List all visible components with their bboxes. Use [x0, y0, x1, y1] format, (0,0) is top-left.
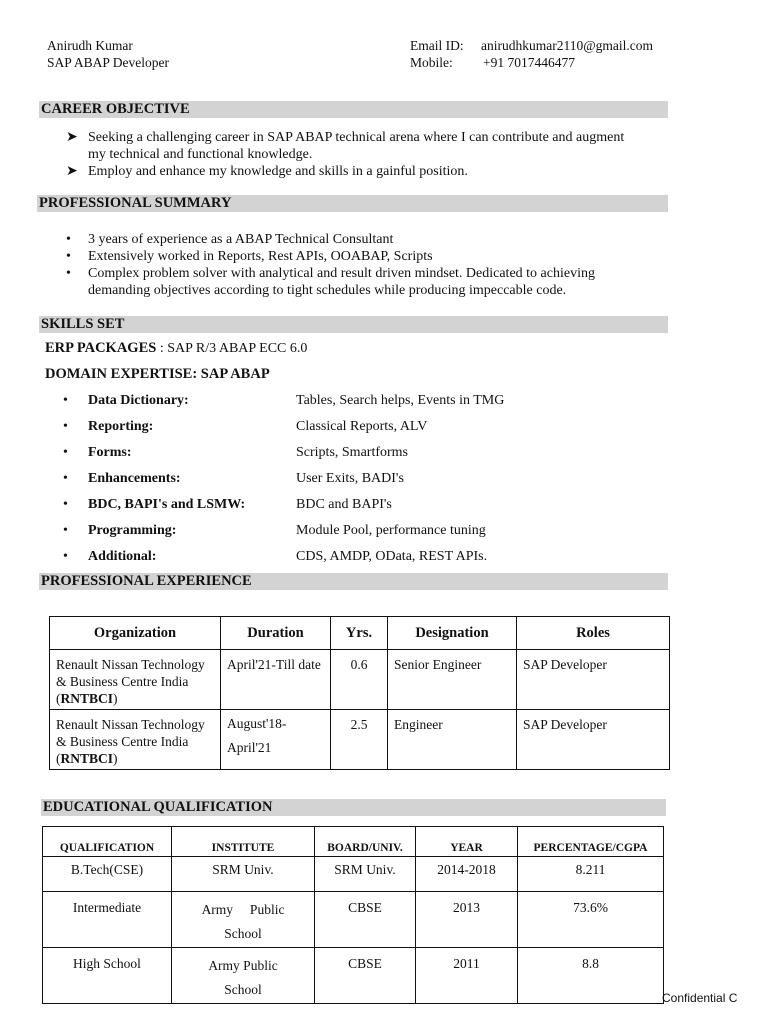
table-row	[50, 650, 670, 710]
col-institute: INSTITUTE	[172, 827, 315, 857]
skill-row: • Additional: CDS, AMDP, OData, REST APIs.	[63, 549, 488, 564]
list-item: • Extensively worked in Reports, Rest APIs, OOABAP, Scripts	[66, 249, 433, 264]
section-educational-qualification: EDUCATIONAL QUALIFICATION	[41, 799, 666, 816]
bullet-icon: •	[63, 549, 68, 564]
education-table	[42, 826, 664, 1004]
cell-qualification: Intermediate	[43, 892, 172, 948]
skill-row: • Reporting: Classical Reports, ALV	[63, 419, 428, 434]
bullet-icon: •	[63, 445, 68, 460]
arrow-bullet-icon: ➤	[66, 164, 78, 179]
table-row	[50, 710, 670, 770]
table-header-row	[43, 827, 664, 857]
bullet-icon: •	[66, 249, 71, 264]
erp-packages: ERP PACKAGES : SAP R/3 ABAP ECC 6.0	[45, 340, 308, 356]
list-item: ➤ Employ and enhance my knowledge and skills in a gainful position.	[66, 164, 468, 179]
cell-year: 2013	[416, 892, 518, 948]
bullet-icon: •	[66, 266, 71, 281]
skill-row: • BDC, BAPI's and LSMW: BDC and BAPI's	[63, 497, 392, 512]
email-value[interactable]: anirudhkumar2110@gmail.com	[481, 38, 654, 53]
cell-board: CBSE	[315, 948, 416, 1004]
bullet-icon: •	[63, 497, 68, 512]
confidential-label: Confidential C	[662, 991, 738, 1005]
cell-institute: Army Public School	[172, 892, 315, 948]
table-row	[43, 857, 664, 892]
list-item: • 3 years of experience as a ABAP Technical Consultant	[66, 232, 394, 247]
cell-qualification: B.Tech(CSE)	[43, 857, 172, 892]
cell-score: 8.8	[518, 948, 664, 1004]
cell-qualification: High School	[43, 948, 172, 1004]
list-item: my technical and functional knowledge.	[88, 147, 313, 162]
bullet-icon: •	[63, 419, 68, 434]
skill-row: • Programming: Module Pool, performance tuning	[63, 523, 486, 538]
cell-duration: August'18- April'21	[221, 710, 331, 770]
cell-score: 73.6%	[518, 892, 664, 948]
domain-expertise: DOMAIN EXPERTISE: SAP ABAP	[45, 366, 270, 382]
col-year: YEAR	[416, 827, 518, 857]
career-objective-list	[66, 129, 706, 180]
cell-yrs: 2.5	[331, 710, 388, 770]
summary-list	[66, 231, 706, 299]
col-yrs: Yrs.	[331, 617, 388, 650]
email-label: Email ID:	[410, 38, 464, 53]
mobile-value: +91 7017446477	[483, 55, 575, 70]
skill-row: • Forms: Scripts, Smartforms	[63, 445, 408, 460]
cell-designation: Senior Engineer	[388, 650, 517, 710]
list-item: • Complex problem solver with analytical and result driven mindset. Dedicated to achieving	[66, 266, 595, 281]
section-professional-experience: PROFESSIONAL EXPERIENCE	[39, 573, 668, 590]
section-professional-summary: PROFESSIONAL SUMMARY	[37, 195, 668, 212]
cell-organization: Renault Nissan Technology & Business Centre India (RNTBCI)	[50, 710, 221, 770]
col-organization: Organization	[50, 617, 221, 650]
mobile-label: Mobile:	[410, 55, 453, 70]
table-row	[43, 948, 664, 1004]
bullet-icon: •	[66, 232, 71, 247]
experience-table	[49, 616, 670, 770]
cell-yrs: 0.6	[331, 650, 388, 710]
arrow-bullet-icon: ➤	[66, 130, 78, 145]
table-row	[43, 892, 664, 948]
col-designation: Designation	[388, 617, 517, 650]
cell-year: 2014-2018	[416, 857, 518, 892]
cell-year: 2011	[416, 948, 518, 1004]
cell-designation: Engineer	[388, 710, 517, 770]
bullet-icon: •	[63, 393, 68, 408]
col-qualification: QUALIFICATION	[43, 827, 172, 857]
cell-duration: April'21-Till date	[221, 650, 331, 710]
col-duration: Duration	[221, 617, 331, 650]
col-percentage: PERCENTAGE/CGPA	[518, 827, 664, 857]
cell-institute: SRM Univ.	[172, 857, 315, 892]
cell-board: SRM Univ.	[315, 857, 416, 892]
table-header-row	[50, 617, 670, 650]
cell-role: SAP Developer	[517, 710, 670, 770]
skill-row: • Data Dictionary: Tables, Search helps, Events in TMG	[63, 393, 505, 408]
list-item: demanding objectives according to tight schedules while producing impeccable code.	[88, 283, 567, 298]
col-board: BOARD/UNIV.	[315, 827, 416, 857]
candidate-role: SAP ABAP Developer	[47, 55, 170, 70]
cell-score: 8.211	[518, 857, 664, 892]
bullet-icon: •	[63, 523, 68, 538]
cell-institute: Army Public School	[172, 948, 315, 1004]
candidate-name: Anirudh Kumar	[47, 38, 133, 53]
skill-row: • Enhancements: User Exits, BADI's	[63, 471, 404, 486]
cell-role: SAP Developer	[517, 650, 670, 710]
col-roles: Roles	[517, 617, 670, 650]
bullet-icon: •	[63, 471, 68, 486]
cell-board: CBSE	[315, 892, 416, 948]
cell-organization: Renault Nissan Technology & Business Centre India (RNTBCI)	[50, 650, 221, 710]
section-skills-set: SKILLS SET	[39, 316, 668, 333]
list-item: ➤ Seeking a challenging career in SAP ABAP technical arena where I can contribute and augment	[66, 130, 625, 145]
section-career-objective: CAREER OBJECTIVE	[39, 101, 668, 118]
